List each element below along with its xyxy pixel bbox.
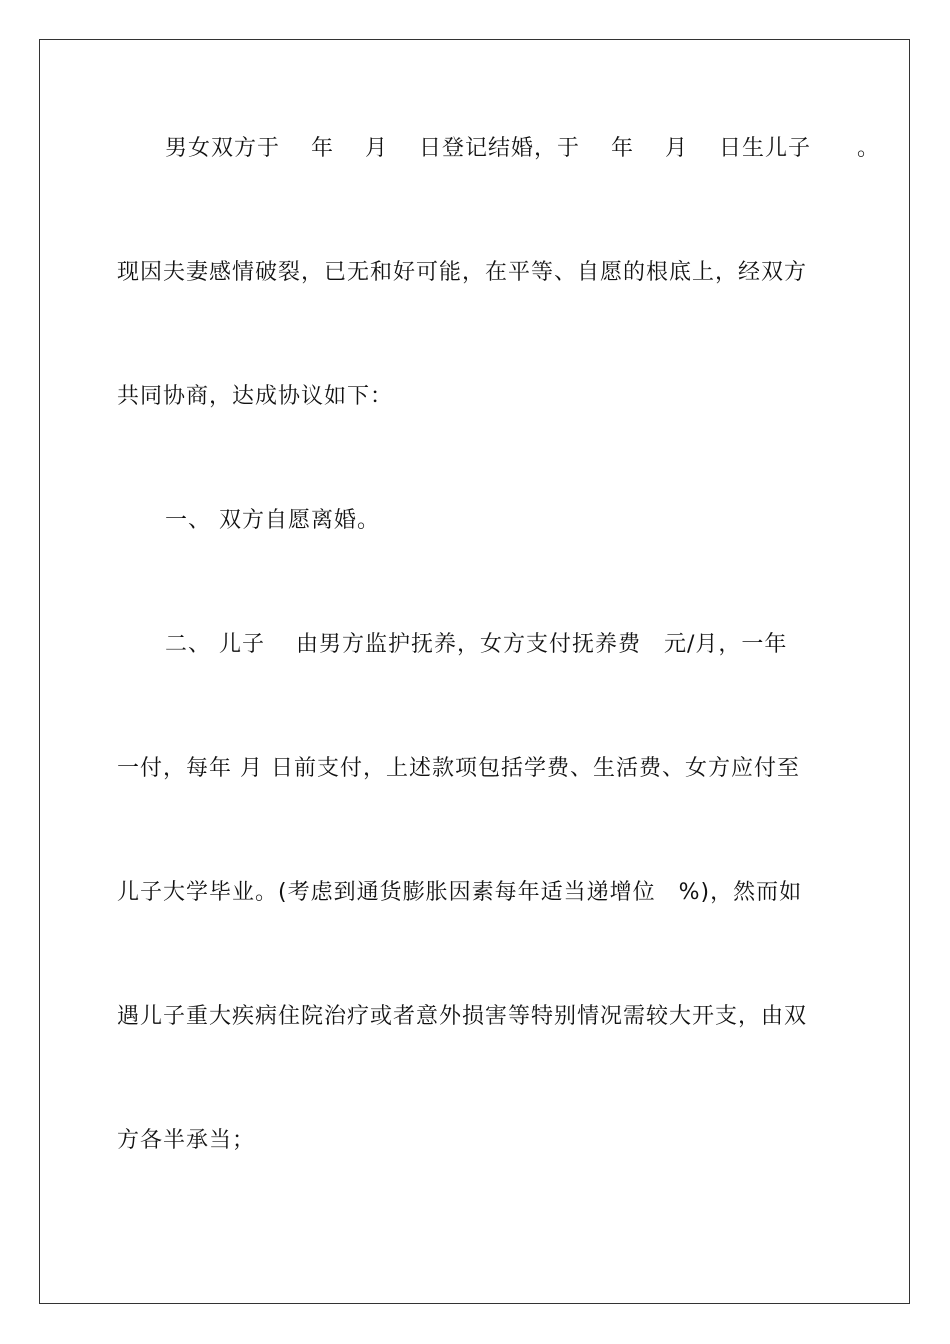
- clause-two-line-5: 方各半承当；: [117, 1128, 256, 1153]
- clause-two-line-2: 一付，每年 月 日前支付，上述款项包括学费、生活费、女方应付至: [117, 756, 800, 781]
- paragraph-line-1: 男女双方于 年 月 日登记结婚，于 年 月 日生儿子 。: [165, 136, 880, 161]
- page-border: [39, 39, 910, 1304]
- clause-two-line-3: 儿子大学毕业。(考虑到通货膨胀因素每年适当递增位 %)，然而如: [117, 880, 803, 905]
- clause-two-line-1: 二、 儿子 由男方监护抚养，女方支付抚养费 元/月，一年: [165, 632, 788, 657]
- clause-one: 一、 双方自愿离婚。: [165, 508, 380, 533]
- paragraph-line-2: 现因夫妻感情破裂，已无和好可能，在平等、自愿的根底上，经双方: [117, 260, 808, 285]
- paragraph-line-3: 共同协商，达成协议如下：: [117, 384, 394, 409]
- clause-two-line-4: 遇儿子重大疾病住院治疗或者意外损害等特别情况需较大开支，由双: [117, 1004, 808, 1029]
